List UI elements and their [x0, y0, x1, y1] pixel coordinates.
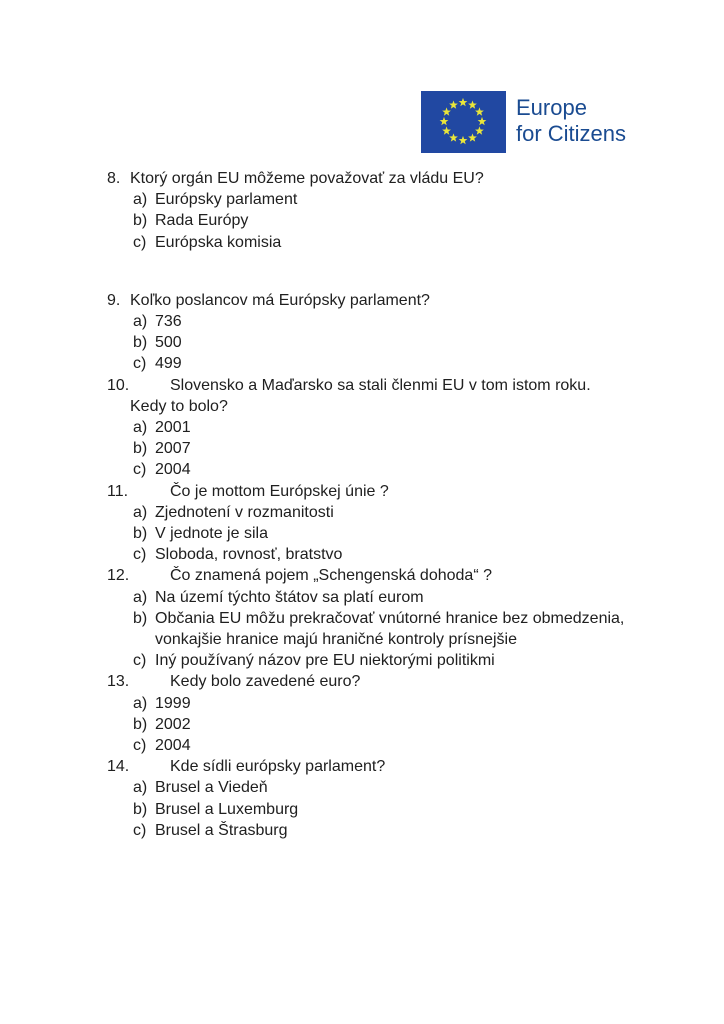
question-8-answers	[0, 189, 724, 253]
answer-option	[0, 502, 724, 523]
answer-label: c)	[133, 737, 147, 755]
answer-label: b)	[133, 800, 148, 818]
answer-label: a)	[133, 588, 148, 606]
answer-option	[0, 459, 724, 480]
answer-label: a)	[133, 779, 148, 797]
logo-wordmark	[516, 95, 626, 147]
question-9-row	[0, 290, 724, 311]
answer-label: c)	[133, 233, 147, 251]
question-11-text: Čo je mottom Európskej únie ?	[170, 482, 389, 500]
question-13	[0, 671, 724, 756]
answer-text: Občania EU môžu prekračovať vnútorné hranice bez obmedzenia, vonkajšie hranice majú hraničné kontroly prísnejšie	[155, 609, 625, 649]
question-8-text: Ktorý orgán EU môžeme považovať za vládu EU?	[130, 170, 484, 187]
question-14-number: 14.	[107, 758, 130, 776]
answer-option	[0, 353, 724, 374]
answer-text: Brusel a Viedeň	[155, 779, 268, 797]
answer-option	[0, 693, 724, 714]
answer-text: 2007	[155, 440, 191, 458]
answer-option	[0, 735, 724, 756]
question-11	[0, 481, 724, 566]
question-14	[0, 756, 724, 841]
answer-label: c)	[133, 546, 147, 564]
question-9-answers	[0, 311, 724, 375]
question-13-text: Kedy bolo zavedené euro?	[170, 673, 361, 691]
question-14-answers	[0, 777, 724, 841]
quiz-page-body	[0, 168, 724, 841]
question-12-answers	[0, 587, 724, 672]
question-12	[0, 565, 724, 671]
answer-label: a)	[133, 503, 148, 521]
question-9-number: 9.	[107, 291, 121, 309]
answer-label: c)	[133, 355, 147, 373]
answer-text: Brusel a Štrasburg	[155, 821, 288, 839]
question-8	[0, 168, 724, 253]
answer-option	[0, 523, 724, 544]
question-8-row	[0, 168, 724, 189]
answer-label: b)	[133, 440, 148, 458]
answer-text: 500	[155, 334, 182, 352]
answer-option	[0, 544, 724, 565]
eu-flag-icon	[421, 91, 506, 153]
answer-text: V jednote je sila	[155, 525, 268, 543]
answer-label: a)	[133, 694, 148, 712]
answer-label: a)	[133, 313, 148, 331]
question-11-number: 11.	[107, 482, 129, 500]
answer-option	[0, 311, 724, 332]
question-9-text: Koľko poslancov má Európsky parlament?	[130, 291, 430, 309]
answer-text: Zjednotení v rozmanitosti	[155, 503, 334, 521]
answer-label: b)	[133, 212, 148, 230]
answer-option	[0, 210, 724, 231]
logo-wordmark-line1: Europe	[516, 95, 587, 120]
question-13-answers	[0, 693, 724, 757]
answer-text: 2004	[155, 737, 191, 755]
question-10-number: 10.	[107, 376, 130, 394]
answer-text: 2004	[155, 461, 191, 479]
answer-option	[0, 650, 724, 671]
question-11-answers	[0, 502, 724, 566]
answer-option	[0, 777, 724, 798]
question-13-row	[0, 671, 724, 692]
answer-option	[0, 438, 724, 459]
answer-text: 2001	[155, 419, 191, 437]
question-12-row	[0, 565, 724, 586]
answer-option	[0, 189, 724, 210]
answer-text: 2002	[155, 715, 191, 733]
answer-label: c)	[133, 821, 147, 839]
question-10-answers	[0, 417, 724, 481]
answer-text: Sloboda, rovnosť, bratstvo	[155, 546, 343, 564]
question-10-row	[0, 375, 724, 417]
question-10-text-line2: Kedy to bolo?	[130, 397, 228, 415]
answer-label: a)	[133, 191, 148, 209]
logo-wordmark-line2: for Citizens	[516, 121, 627, 146]
question-10	[0, 375, 724, 481]
answer-text: Na území týchto štátov sa platí eurom	[155, 588, 424, 606]
question-14-row	[0, 756, 724, 777]
question-9	[0, 290, 724, 375]
answer-option	[0, 417, 724, 438]
question-12-number: 12.	[107, 567, 130, 585]
answer-option	[0, 820, 724, 841]
answer-option	[0, 799, 724, 820]
europe-for-citizens-logo	[421, 91, 626, 153]
answer-label: a)	[133, 419, 148, 437]
answer-text: 736	[155, 313, 182, 331]
answer-text: Rada Európy	[155, 212, 249, 230]
answer-label: b)	[133, 334, 148, 352]
answer-label: c)	[133, 461, 147, 479]
answer-text: Iný používaný názov pre EU niektorými politikmi	[155, 652, 495, 670]
answer-option	[0, 714, 724, 735]
answer-option	[0, 232, 724, 253]
question-11-row	[0, 481, 724, 502]
answer-option	[0, 608, 724, 650]
answer-text: 499	[155, 355, 182, 373]
answer-label: b)	[133, 609, 148, 627]
answer-option	[0, 332, 724, 353]
answer-label: b)	[133, 715, 148, 733]
answer-text: Európska komisia	[155, 233, 282, 251]
answer-label: b)	[133, 525, 148, 543]
answer-text: Brusel a Luxemburg	[155, 800, 299, 818]
question-14-text: Kde sídli európsky parlament?	[170, 758, 386, 776]
question-13-number: 13.	[107, 673, 130, 691]
answer-text: Európsky parlament	[155, 191, 298, 209]
answer-label: c)	[133, 652, 147, 670]
answer-text: 1999	[155, 694, 191, 712]
question-12-text: Čo znamená pojem „Schengenská dohoda“ ?	[170, 567, 492, 585]
question-8-number: 8.	[107, 170, 121, 187]
answer-option	[0, 587, 724, 608]
question-10-text: Slovensko a Maďarsko sa stali členmi EU v tom istom roku.	[170, 376, 591, 394]
